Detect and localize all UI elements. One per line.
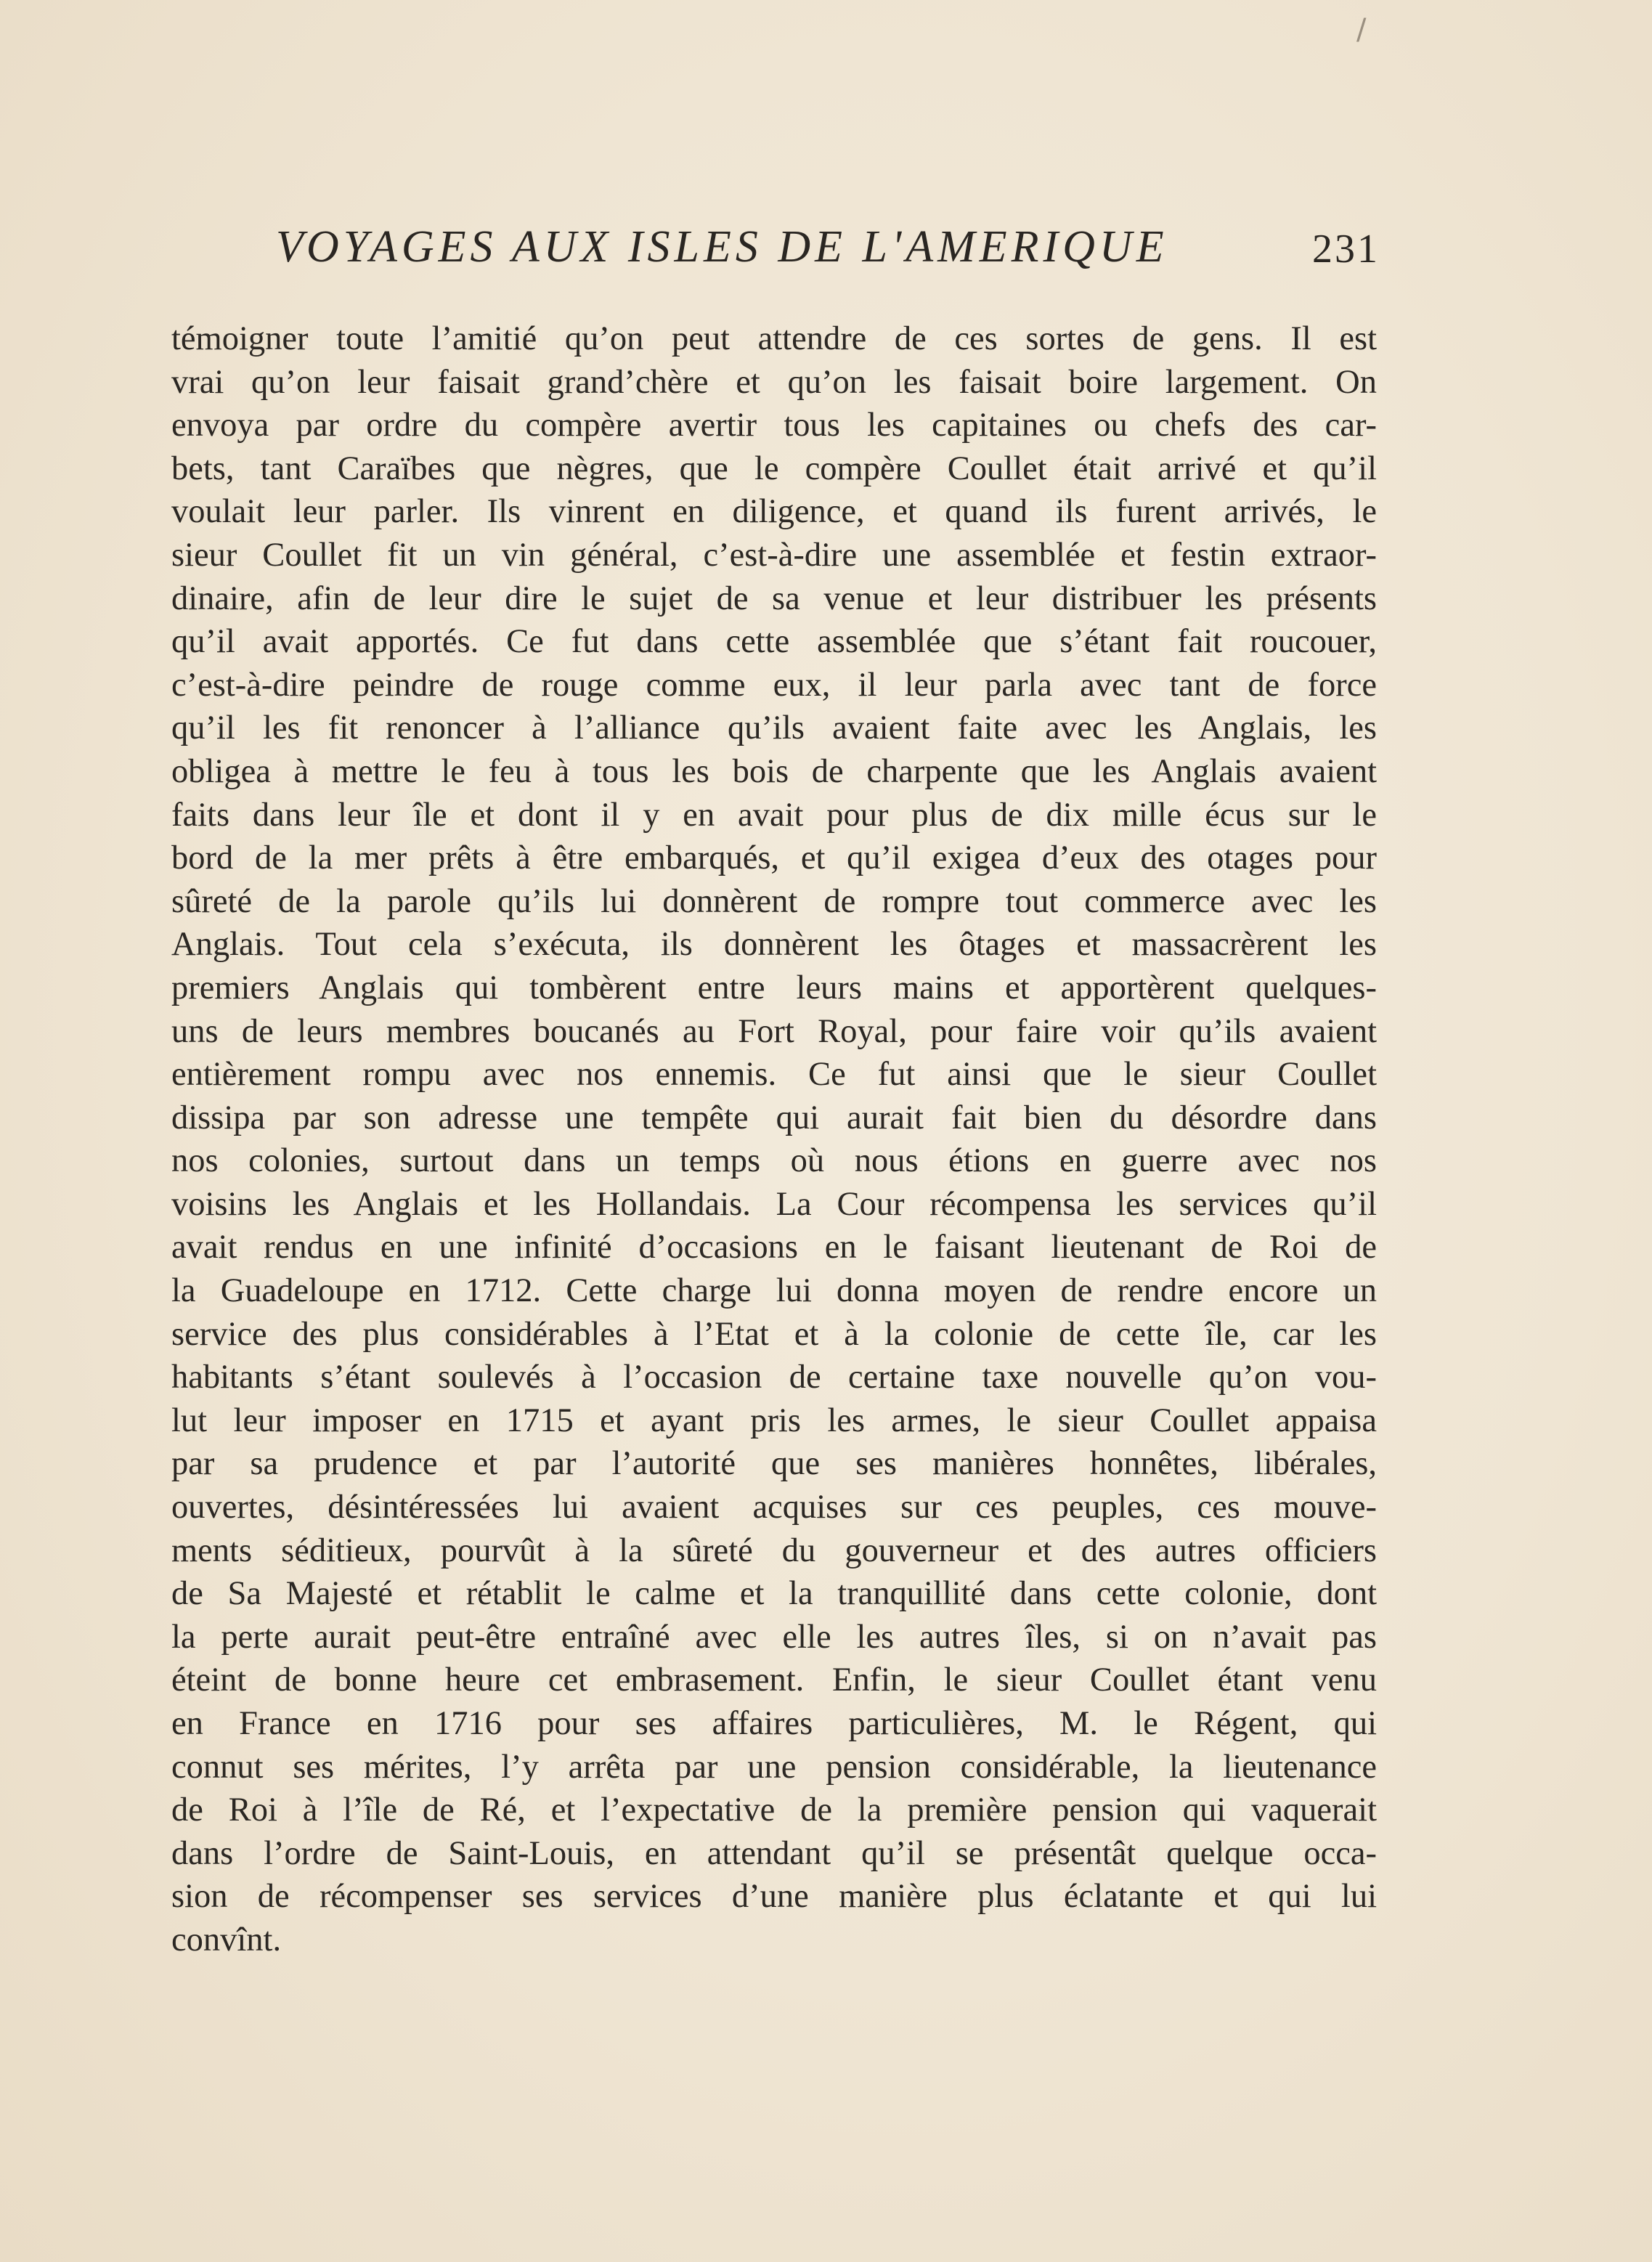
text-line: bets, tant Caraïbes que nègres, que le compère Coullet était arrivé et qu’il xyxy=(171,449,1377,487)
text-line: Anglais. Tout cela s’exécuta, ils donnèrent les ôtages et massacrèrent les xyxy=(171,926,1377,964)
margin-mark: / xyxy=(1356,13,1367,46)
text-line: voisins les Anglais et les Hollandais. La Cour récompensa les services qu’il xyxy=(171,1185,1377,1223)
text-line: dans l’ordre de Saint-Louis, en attendant qu’il se présentât quelque occa- xyxy=(171,1834,1377,1872)
text-line: témoigner toute l’amitié qu’on peut attendre de ces sortes de gens. Il est xyxy=(171,320,1377,357)
text-line: la perte aurait peut-être entraîné avec elle les autres îles, si on n’avait pas xyxy=(171,1618,1377,1656)
text-line: avait rendus en une infinité d’occasions en le faisant lieutenant de Roi de xyxy=(171,1229,1377,1266)
text-line: de Sa Majesté et rétablit le calme et la tranquillité dans cette colonie, dont xyxy=(171,1575,1377,1613)
text-line: qu’il les fit renoncer à l’alliance qu’ils avaient faite avec les Anglais, les xyxy=(171,709,1377,747)
text-line: par sa prudence et par l’autorité que ses manières honnêtes, libérales, xyxy=(171,1445,1377,1483)
page-number: 231 xyxy=(1312,227,1380,272)
text-line: obligea à mettre le feu à tous les bois de charpente que les Anglais avaient xyxy=(171,752,1377,790)
text-line: sûreté de la parole qu’ils lui donnèrent de rompre tout commerce avec les xyxy=(171,882,1377,920)
text-line: vrai qu’on leur faisait grand’chère et qu’on les faisait boire largement. On xyxy=(171,363,1377,401)
text-line: dinaire, afin de leur dire le sujet de sa venue et leur distribuer les présents xyxy=(171,579,1377,617)
text-line: uns de leurs membres boucanés au Fort Royal, pour faire voir qu’ils avaient xyxy=(171,1012,1377,1050)
text-line: entièrement rompu avec nos ennemis. Ce fut ainsi que le sieur Coullet xyxy=(171,1056,1377,1094)
text-line: la Guadeloupe en 1712. Cette charge lui donna moyen de rendre encore un xyxy=(171,1272,1377,1310)
text-line: convînt. xyxy=(171,1921,282,1958)
text-line: sieur Coullet fit un vin général, c’est-à-dire une assemblée et festin extraor- xyxy=(171,536,1377,574)
text-line: service des plus considérables à l’Etat et à la colonie de cette île, car les xyxy=(171,1315,1377,1353)
text-line: c’est-à-dire peindre de rouge comme eux, il leur parla avec tant de force xyxy=(171,666,1377,704)
text-line: connut ses mérites, l’y arrêta par une pension considérable, la lieutenance xyxy=(171,1748,1377,1786)
text-line: sion de récompenser ses services d’une manière plus éclatante et qui lui xyxy=(171,1878,1377,1916)
text-line: lut leur imposer en 1715 et ayant pris les armes, le sieur Coullet appaisa xyxy=(171,1401,1377,1439)
text-line: faits dans leur île et dont il y en avait pour plus de dix mille écus sur le xyxy=(171,796,1377,834)
text-line: habitants s’étant soulevés à l’occasion de certaine taxe nouvelle qu’on vou- xyxy=(171,1359,1377,1396)
text-line: de Roi à l’île de Ré, et l’expectative de la première pension qui vaquerait xyxy=(171,1791,1377,1829)
text-line: éteint de bonne heure cet embrasement. Enfin, le sieur Coullet étant venu xyxy=(171,1661,1377,1699)
text-line: envoya par ordre du compère avertir tous les capitaines ou chefs des car- xyxy=(171,407,1377,444)
running-title: VOYAGES AUX ISLES DE L'AMERIQUE xyxy=(276,222,1168,272)
text-line: ments séditieux, pourvût à la sûreté du gouverneur et des autres officiers xyxy=(171,1531,1377,1569)
text-line: voulait leur parler. Ils vinrent en diligence, et quand ils furent arrivés, le xyxy=(171,493,1377,531)
page-header xyxy=(276,221,1380,280)
text-line: en France en 1716 pour ses affaires particulières, M. le Régent, qui xyxy=(171,1705,1377,1742)
text-line: premiers Anglais qui tombèrent entre leurs mains et apportèrent quelques- xyxy=(171,969,1377,1006)
text-line: qu’il avait apportés. Ce fut dans cette assemblée que s’étant fait roucouer, xyxy=(171,623,1377,661)
body-text xyxy=(171,317,1377,1962)
text-line: ouvertes, désintéressées lui avaient acquises sur ces peuples, ces mouve- xyxy=(171,1489,1377,1526)
text-line: bord de la mer prêts à être embarqués, et qu’il exigea d’eux des otages pour xyxy=(171,839,1377,877)
text-line: nos colonies, surtout dans un temps où nous étions en guerre avec nos xyxy=(171,1142,1377,1180)
text-line: dissipa par son adresse une tempête qui aurait fait bien du désordre dans xyxy=(171,1099,1377,1136)
